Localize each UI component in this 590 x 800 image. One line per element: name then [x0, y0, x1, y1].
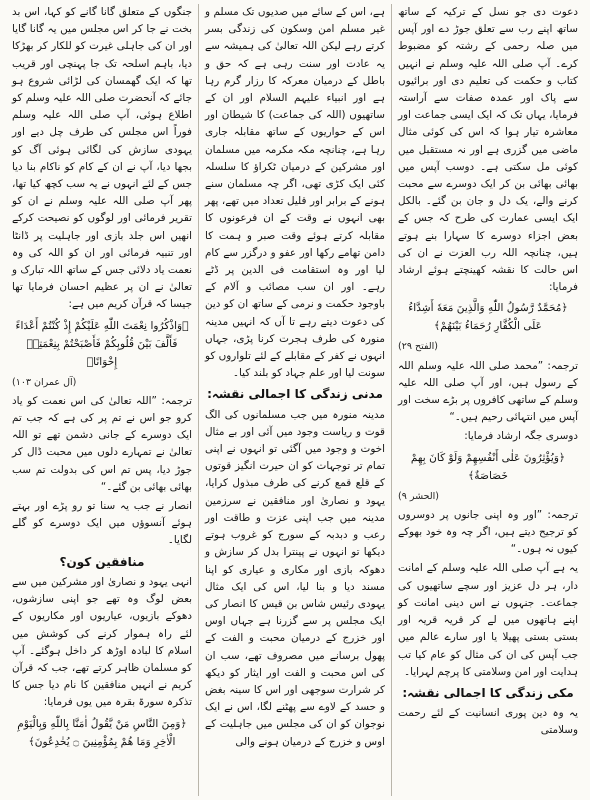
column-middle [199, 4, 392, 796]
quran-verse: ﴿وَيُؤْثِرُونَ عَلٰى أَنْفُسِهِمْ وَلَوْ كَانَ بِهِمْ خَصَاصَةٌ﴾ [410, 451, 566, 482]
section-heading: منافقین کون؟ [59, 554, 145, 569]
paragraph: دوسری جگہ ارشاد فرمایا: [464, 430, 578, 443]
paragraph: دعوت دی جو نسل کے ترکیہ کے ساتھ ساتھ اپنے رب سے تعلق جوڑ دے اور آپس میں صلہ رحمی کے رشتہ کو مضبوط کرے۔ آپ صلی اللہ علیہ وسلم نے انہیں کتاب و حکمت کی تعلیم دی اور برائیوں سے پاک اور عمدہ صفات سے آراستہ فرمایا، یہاں تک کہ ایک ایسی جماعت اور معاشرہ تیار ہوا کہ اس کی کوئی مثال ماضی میں گزری ہے اور نہ مستقبل میں کوئی مل سکتی ہے۔ دوسب آپس میں بھائی بھائی بن کر ایک دوسرے سے محبت کرنے والے، یک دل و جان بن گئے۔ بالکل ایک ایسی عمارت کی طرح کہ جس کے بعض اجزاء دوسرے کا سہارا بنے ہوتے ہیں، چنانچہ اللہ رب العزت نے ان کی اس حالت کا نقشہ کھینچتے ہوئے ارشاد فرمایا: [398, 6, 578, 294]
column-left [6, 4, 199, 796]
translation-paragraph: ترجمہ: ”اور وہ اپنی جانوں پر دوسروں کو ترجیح دیتے ہیں، اگر چہ وہ خود بھوکے کیوں نہ ہوں۔“ [398, 508, 578, 556]
paragraph: جنگوں کے متعلق گانا گانے کو کہا، اس بد بخت نے جا کر اس مجلس میں یہ گانا گایا اور ان کی جاہلی غیرت کو للکار کر بھڑکا دیا، باہم اسلحہ تک جا پہنچی اور قریب تھا کہ ایک گھمسان کی لڑائی شروع ہو جائے کہ آنحضرت صلی اللہ علیہ وسلم کو اطلاع ہوئی، آپ صلی اللہ علیہ وسلم فوراً اس مجلس کی طرف چل دیے اور یہودی سازش کی لگائی ہوئی آگ کو بجھا دیا، آپ نے ان کے کام کو ناکام بنا دیا جس کے لئے انہوں نے یہ سب کچھ کیا تھا، پھر آپ صلی اللہ علیہ وسلم نے ان کو تقریر فرمائی اور لوگوں کو نصیحت کرکے انھیں اس جلد بازی اور جاہلیت پر ڈانٹا اور تنبیہ فرمائی اور ان کو اللہ کی وہ نعمت یاد دلائی جس کے ساتھ اللہ تبارک و تعالیٰ نے ان پر عظیم احسان فرمایا تھا جیسا کہ قرآن کریم میں ہے: [12, 6, 192, 311]
quran-verse: ﴿وَاذْكُرُوا نِعْمَتَ اللّٰهِ عَلَيْكُمْ إِذْ كُنْتُمْ أَعْدَاءً فَأَلَّفَ بَيْنَ قُلُوبِكُمْ فَأَصْبَحْتُمْ بِنِعْمَتِهٖ إِخْوَانًا﴾ [15, 319, 189, 368]
translation-paragraph: ترجمہ: ”محمد صلی اللہ علیہ وسلم اللہ کے رسول ہیں، اور آپ صلی اللہ علیہ وسلم کے ساتھی کافروں پر بڑے سخت اور آپس میں انتہائی رحیم ہیں۔“ [398, 359, 578, 424]
paragraph: یہ وہ دین پوری انسانیت کے لئے رحمت وسلامتی [398, 707, 578, 737]
section-heading: مدنی زندگی کا اجمالی نقشہ: [207, 387, 383, 402]
quran-verse: ﴿وَمِنَ النَّاسِ مَنْ يَّقُولُ اٰمَنَّا بِاللّٰهِ وَبِالْيَوْمِ الْاٰخِرِ وَمَا هُمْ بِمُؤْمِنِينَ ۝ يُخٰدِعُونَ﴾ [17, 717, 187, 748]
paragraph: مدینہ منورہ میں جب مسلمانوں کی الگ قوت و ریاست وجود میں آئی اور بے مثال اخوت و وجود میں آگئی تو انہوں نے اپنی تمام تر توجہات کو ان حیرت انگیز قوتوں کے قلع قمع کرنے کی طرف مبذول کرایا، یہود و نصاریٰ اور منافقین نے سرزمین مدینہ میں جب اپنی عزت و طاقت اور رعب و دبدبہ کے سورج کو غروب ہوتے دیکھا تو انہوں نے پینترا بدل کر سازش و دھوکہ بازی اور مکاری و عیاری کو اپنا مسند دیا و بنا لیا، اس کی ایک مثال یہودی رئیس شاس بن قیس کا انصار کی ایک مجلس پر سے گزرنا ہے جہاں اوس اور خزرج کے درمیان محبت و الفت کے پھول برسانے میں مصروف تھے، سب ان کی اس محبت و الفت اور ایثار کو دیکھ کر شرارت سوجھی اور اس کا سینہ بغض و حسد کے لاوے سے پھٹنے لگا، اس نے ایک نوجوان کو ان کی مجلس میں جاہلیت کے اوس و خزرج کے درمیان ہونے والی [205, 408, 385, 748]
verse-reference: (الحشر ۹) [398, 490, 439, 502]
paragraph: انصار نے جب یہ سنا تو رو پڑے اور بہتے ہوئے آنسوؤں میں ایک دوسرے کو گلے لگایا۔ [12, 500, 192, 547]
paragraph: ہے، اس کے سائے میں صدیوں تک مسلم و غیر مسلم امن وسکون کی زندگی بسر کرتے رہے لیکن اللہ تعالیٰ کی ہمیشہ سے یہ عادت اور سنت رہی ہے کہ حق و باطل کے درمیان معرکہ کا رزار گرم رہا ہے اور انبیاء علیہم السلام اور ان کے ساتھیوں (اللہ کی جماعت) کا شیطان اور اس کے حواریوں کے ساتھ مقابلہ جاری رہا ہے، چنانچہ مکہ مکرمہ میں مسلمان اور مشرکین کے درمیان ٹکراؤ کا سلسلہ کئی ایک کڑی تھی، اگر چہ مسلمان سنے ہونے کے برابر اور قلیل تعداد میں تھے، پھر بھی انہوں نے وقت کے ان فرعونوں کا مقابلہ کرتے ہوئے وقت صبر و ہمت کا دامن تھامے رکھا اور عفو و درگزر سے کام لیا اور وہ استقامت فی الدین پر ڈٹے رہے۔ اور ان سب مصائب و آلام کے باوجود حکمت و نرمی کے ساتھ ان کو دین کی دعوت دیتے رہے تا آں کہ انہیں مدینہ منورہ کی طرف ہجرت کرنا پڑی، جہاں انہوں نے کفر کے مقابلے کے لئے تلواروں کو سونت لیا اور علم جہاد کو بلند کیا۔ [205, 6, 385, 380]
paragraph: انہی یہود و نصاریٰ اور مشرکین میں سے بعض لوگ وہ تھے جو اپنی سازشوں، دھوکے بازیوں، عیاریوں اور مکاریوں کے لئے راہ ہموار کرنے کی کوشش میں اسلام کا لبادہ اوڑھ کر داخل ہوگئے۔ آپ کو مسلمان ظاہر کرتے تھے، جب کہ قرآن کریم نے انہیں منافقین کا نام دیا جس کا تذکرہ سورۃ بقرہ میں یوں فرمایا: [12, 575, 192, 709]
verse-reference: (آل عمران ۱۰۳) [12, 376, 77, 388]
section-heading: مکی زندگی کا اجمالی نقشہ: [402, 685, 574, 700]
quran-verse: ﴿مُحَمَّدٌ رَّسُولُ اللّٰهِ وَالَّذِينَ مَعَهٗ أَشِدَّاءُ عَلَى الْكُفَّارِ رُحَمَاءُ بَيْنَهُمْ﴾ [408, 302, 568, 333]
column-right [392, 4, 584, 796]
text-columns [6, 4, 584, 796]
verse-reference: (الفتح ۲۹) [398, 341, 439, 353]
translation-paragraph: ترجمہ: ”اللہ تعالیٰ کی اس نعمت کو یاد کرو جو اس نے تم پر کی ہے کہ جب تم ایک دوسرے کے جانی دشمن تھے تو اللہ تعالیٰ نے تمہارے دلوں میں محبت ڈال کر جوڑ دیا، پس تم اس کی بدولت تم سب بھائی بھائی بن گئے۔“ [12, 394, 192, 493]
paragraph: یہ ہے آپ صلی اللہ علیہ وسلم کے امانت دار، ہر دل عزیز اور سچے ساتھیوں کی جماعت۔ جنہوں نے اس دینی امانت کو اپنے ہاتھوں میں لے کر قریہ قریہ اور بستی بستی پھیلا یا اور سارے عالم میں جب آپس کی ان کی مثال کو عام کیا تب ہدایت اور امن وسلامتی کا پرچم لہرایا۔ [398, 562, 578, 678]
